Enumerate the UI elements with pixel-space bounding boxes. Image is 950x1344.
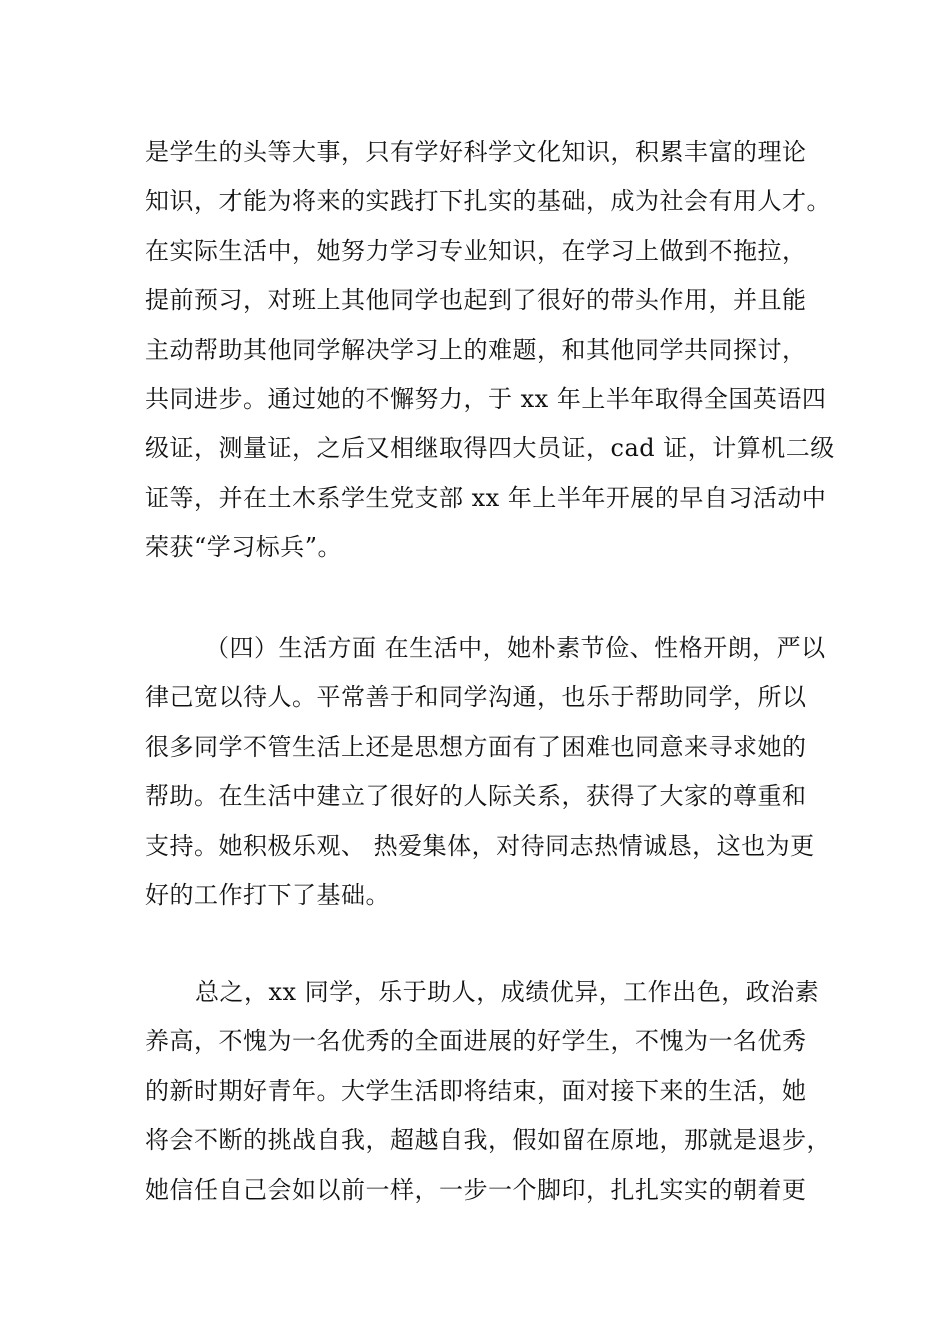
text-line: 养高，不愧为一名优秀的全面进展的好学生，不愧为一名优秀 [145, 1027, 807, 1056]
text-line: 总之，xx 同学，乐于助人，成绩优异，工作出色，政治素 [195, 978, 820, 1006]
text-line: （四）生活方面 在生活中，她朴素节俭、性格开朗，严以 [205, 634, 826, 662]
paragraph-summary [145, 968, 835, 1215]
text-line: 共同进步。通过她的不懈努力，于 xx 年上半年取得全国英语四 [145, 384, 827, 413]
text-line: 将会不断的挑战自我，超越自我，假如留在原地，那就是退步， [145, 1126, 831, 1155]
text-line: 的新时期好青年。大学生活即将结束，面对接下来的生活，她 [145, 1076, 807, 1105]
text-line: 很多同学不管生活上还是思想方面有了困难也同意来寻求她的 [145, 732, 807, 761]
text-line: 在实际生活中，她努力学习专业知识，在学习上做到不拖拉， [145, 236, 807, 265]
text-line: 提前预习，对班上其他同学也起到了很好的带头作用，并且能 [145, 286, 807, 315]
paragraph-study [145, 128, 835, 573]
text-line: 级证，测量证，之后又相继取得四大员证，cad 证，计算机二级 [145, 434, 835, 463]
paragraph-life [145, 624, 835, 920]
text-line: 支持。她积极乐观、 热爱集体，对待同志热情诚恳，这也为更 [145, 831, 815, 860]
text-line: 荣获“学习标兵”。 [145, 533, 343, 562]
text-line: 律己宽以待人。平常善于和同学沟通，也乐于帮助同学，所以 [145, 683, 807, 712]
text-line: 是学生的头等大事，只有学好科学文化知识，积累丰富的理论 [145, 138, 807, 166]
text-line: 主动帮助其他同学解决学习上的难题，和其他同学共同探讨， [145, 335, 807, 364]
text-line: 知识，才能为将来的实践打下扎实的基础，成为社会有用人才。 [145, 187, 831, 216]
text-line: 帮助。在生活中建立了很好的人际关系，获得了大家的尊重和 [145, 782, 807, 811]
text-line: 证等，并在土木系学生党支部 xx 年上半年开展的早自习活动中 [145, 483, 827, 512]
text-line: 好的工作打下了基础。 [145, 880, 390, 909]
text-line: 她信任自己会如以前一样，一步一个脚印，扎扎实实的朝着更 [145, 1175, 807, 1204]
